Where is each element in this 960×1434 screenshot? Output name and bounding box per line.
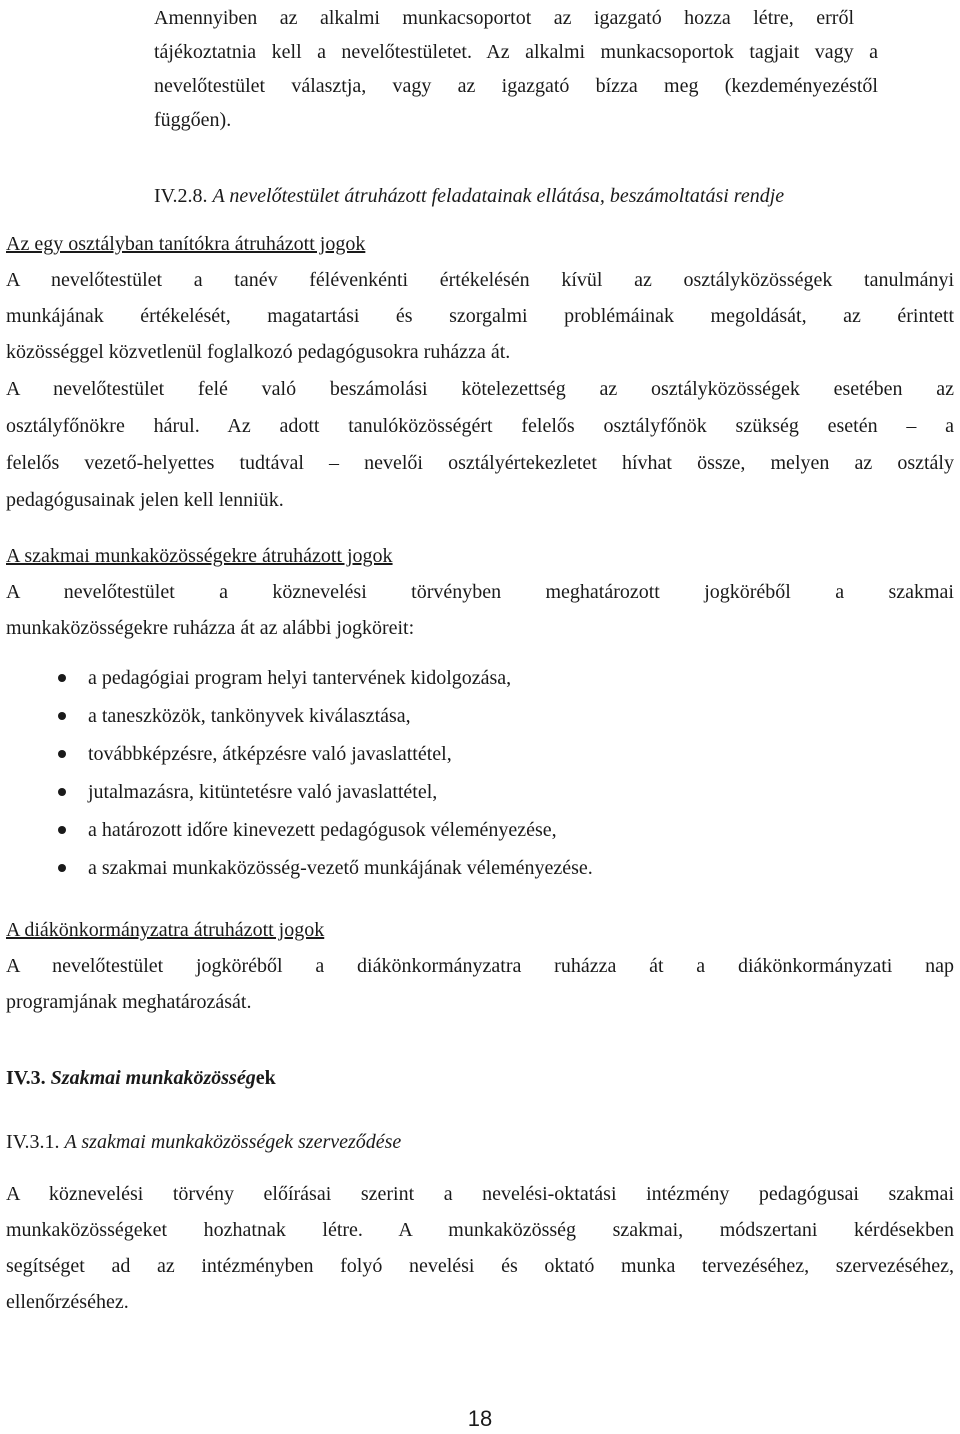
list-item: [58, 736, 918, 774]
section-number: IV.3.: [6, 1067, 46, 1089]
intro-line-1: Amennyiben az alkalmi munkacsoportot az igazgató hozza létre, erről: [154, 7, 854, 29]
list-item: [58, 774, 918, 812]
sub1-p2-line-3: felelős vezető-helyettes tudtával – nevelői osztályértekezletet hívhat össze, melyen az osztály: [6, 452, 954, 474]
sub1-p2-line-2: osztályfőnökre hárul. Az adott tanulóközösségért felelős osztályfőnök szükség esetén – a: [6, 415, 954, 437]
sec431-p-line-4: ellenőrzéséhez.: [6, 1291, 129, 1313]
bullet-icon: [58, 826, 66, 834]
section-title: A nevelőtestület átruházott feladatainak ellátása, beszámoltatási rendje: [212, 185, 785, 207]
bullet-icon: [58, 864, 66, 872]
rights-bullet-list: [58, 660, 918, 888]
sub1-p2-line-4: pedagógusainak jelen kell lenniük.: [6, 489, 284, 511]
sec431-p-line-2: munkaközösségeket hozhatnak létre. A munkaközösség szakmai, módszertani kérdésekben: [6, 1219, 954, 1241]
sub1-p1-line-2: munkájának értékelését, magatartási és szorgalmi problémáinak megoldását, az érintett: [6, 305, 954, 327]
intro-line-3: nevelőtestület választja, vagy az igazgató bízza meg (kezdeményezéstől: [154, 75, 878, 97]
bullet-icon: [58, 750, 66, 758]
intro-line-4: függően).: [154, 109, 232, 131]
sub3-p-line-1: A nevelőtestület jogköréből a diákönkormányzatra ruházza át a diákönkormányzati nap: [6, 955, 954, 977]
subheading-class-teachers: Az egy osztályban tanítókra átruházott jogok: [6, 233, 366, 255]
sec431-p-line-1: A köznevelési törvény előírásai szerint a nevelési-oktatási intézmény pedagógusai szakmai: [6, 1183, 954, 1205]
bullet-icon: [58, 674, 66, 682]
bullet-icon: [58, 712, 66, 720]
section-heading-4-2-8: [154, 178, 934, 214]
list-item: [58, 850, 918, 888]
list-item-text: jutalmazásra, kitüntetésre való javaslattétel,: [88, 781, 438, 803]
section-heading-4-3: [6, 1060, 906, 1096]
list-item-text: a szakmai munkaközösség-vezető munkájának véleményezése.: [88, 857, 593, 879]
section-title-tail: ek: [255, 1067, 276, 1089]
section-number: IV.2.8.: [154, 185, 208, 207]
section-number: IV.3.1.: [6, 1131, 60, 1153]
section-title: A szakmai munkaközösségek szerveződése: [64, 1131, 402, 1153]
bullet-icon: [58, 788, 66, 796]
sub1-p1-line-3: közösséggel közvetlenül foglalkozó pedagógusokra ruházza át.: [6, 341, 511, 363]
list-item: [58, 812, 918, 850]
list-item: [58, 698, 918, 736]
section-heading-4-3-1: [6, 1124, 906, 1160]
sub3-p-line-2: programjának meghatározását.: [6, 991, 252, 1013]
section-title: Szakmai munkaközösség: [50, 1067, 256, 1089]
subheading-student-council: A diákönkormányzatra átruházott jogok: [6, 919, 325, 941]
sec431-p-line-3: segítséget ad az intézményben folyó nevelési és oktató munka tervezéséhez, szervezéséhez,: [6, 1255, 954, 1277]
list-item-text: a pedagógiai program helyi tantervének kidolgozása,: [88, 667, 512, 689]
list-item-text: a határozott időre kinevezett pedagógusok véleményezése,: [88, 819, 557, 841]
page-number: 18: [467, 1406, 493, 1431]
sub1-p1-line-1: A nevelőtestület a tanév félévenkénti értékelésén kívül az osztályközösségek tanulmányi: [6, 269, 954, 291]
intro-line-2: tájékoztatnia kell a nevelőtestületet. Az alkalmi munkacsoportok tagjait vagy a: [154, 41, 878, 63]
sub2-p-line-2: munkaközösségekre ruházza át az alábbi jogköreit:: [6, 617, 415, 639]
sub1-p2-line-1: A nevelőtestület felé való beszámolási kötelezettség az osztályközösségek esetében az: [6, 378, 954, 400]
list-item-text: továbbképzésre, átképzésre való javaslattétel,: [88, 743, 452, 765]
list-item-text: a taneszközök, tankönyvek kiválasztása,: [88, 705, 411, 727]
list-item: [58, 660, 918, 698]
subheading-professional-communities: A szakmai munkaközösségekre átruházott jogok: [6, 545, 393, 567]
sub2-p-line-1: A nevelőtestület a köznevelési törvényben meghatározott jogköréből a szakmai: [6, 581, 954, 603]
